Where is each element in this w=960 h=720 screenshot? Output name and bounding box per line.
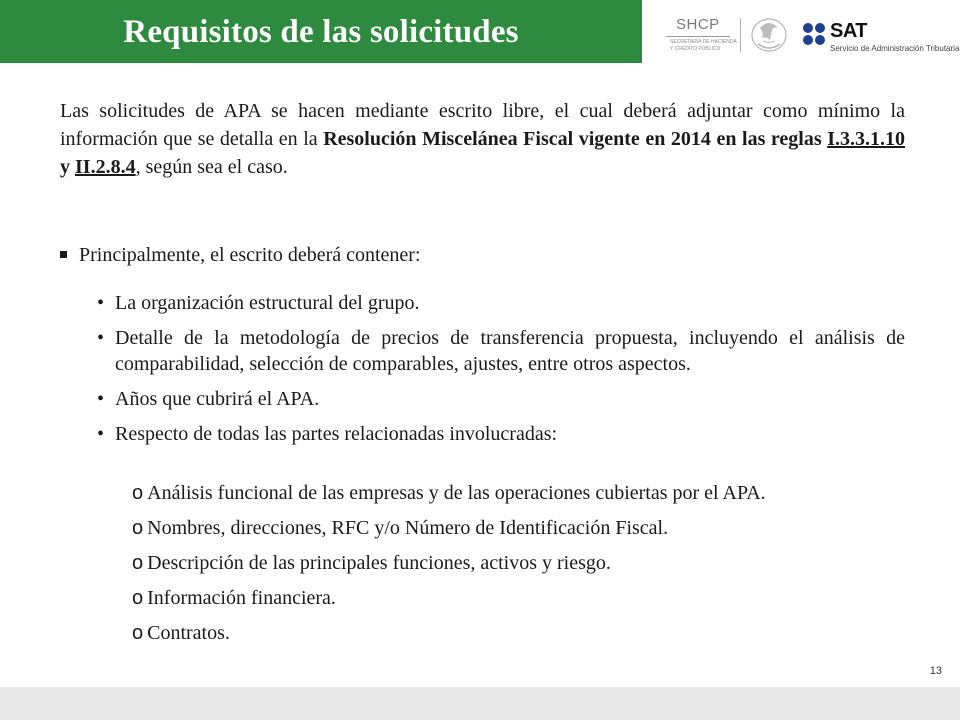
sub-list-item — [132, 620, 922, 646]
mexico-coat-of-arms-icon — [748, 14, 790, 54]
sat-dots-icon — [802, 22, 828, 46]
circle-bullet-icon: o — [132, 482, 144, 504]
page-number: 13 — [929, 665, 942, 677]
circle-bullet-icon: o — [132, 622, 144, 644]
main-point — [60, 241, 421, 269]
intro-text-start: Las solicitudes de APA se hacen mediante escrito libre, el cual deberá adjuntar como mínimo la información que se detalla en la — [60, 100, 905, 150]
list-item — [95, 290, 905, 316]
circle-bullet-icon: o — [132, 517, 144, 539]
intro-bold-connector: y — [60, 156, 75, 178]
main-point-text: Principalmente, el escrito deberá contener: — [79, 244, 421, 266]
logo-area — [660, 12, 960, 56]
sub-list-item — [132, 550, 922, 576]
footer-bar — [0, 687, 960, 720]
shcp-logo-rule — [666, 36, 730, 37]
intro-paragraph — [60, 97, 905, 181]
list-item-text: Años que cubrirá el APA. — [115, 388, 320, 410]
shcp-logo-line1: SECRETARÍA DE HACIENDA — [670, 39, 737, 45]
intro-bold-resolution: Resolución Miscelánea Fiscal vigente en 2014 en las reglas — [323, 128, 828, 150]
title-bar — [0, 0, 642, 63]
slide-title: Requisitos de las solicitudes — [123, 14, 519, 50]
list-item-text: Respecto de todas las partes relacionadas involucradas: — [115, 423, 558, 445]
sat-logo-subtitle: Servicio de Administración Tributaria — [830, 44, 960, 53]
sub-list-item-text: Contratos. — [147, 622, 230, 644]
sub-list-item-text: Nombres, direcciones, RFC y/o Número de Identificación Fiscal. — [147, 517, 669, 539]
shcp-logo-line2: Y CRÉDITO PÚBLICO — [670, 46, 721, 52]
shcp-logo — [666, 16, 737, 56]
bullet-list — [95, 290, 905, 456]
sub-list-item-text: Análisis funcional de las empresas y de las operaciones cubiertas por el APA. — [147, 482, 766, 504]
sat-logo — [800, 18, 960, 54]
rule-link-1[interactable]: I.3.3.1.10 — [827, 128, 905, 150]
circle-bullet-icon: o — [132, 587, 144, 609]
sat-logo-name: SAT — [830, 20, 868, 42]
sub-list-item — [132, 585, 922, 611]
sub-list-item — [132, 480, 922, 506]
list-item — [95, 386, 905, 412]
logo-divider — [740, 18, 741, 52]
list-item — [95, 325, 905, 377]
rule-link-2[interactable]: II.2.8.4 — [75, 156, 136, 178]
list-item-text: Detalle de la metodología de precios de transferencia propuesta, incluyendo el análisis de comparabilidad, selección de comparables, ajustes, entre otros aspectos. — [115, 327, 905, 375]
sub-bullet-list — [132, 480, 922, 655]
bullet-dot-icon: • — [97, 388, 105, 410]
sub-list-item-text: Información financiera. — [147, 587, 336, 609]
list-item-text: La organización estructural del grupo. — [115, 292, 420, 314]
circle-bullet-icon: o — [132, 552, 144, 574]
shcp-logo-name: SHCP — [676, 16, 720, 33]
bullet-dot-icon: • — [97, 327, 105, 349]
square-bullet-icon — [60, 251, 67, 258]
bullet-dot-icon: • — [97, 423, 105, 445]
sub-list-item-text: Descripción de las principales funciones, activos y riesgo. — [147, 552, 611, 574]
intro-text-end: , según sea el caso. — [135, 156, 288, 178]
sub-list-item — [132, 515, 922, 541]
bullet-dot-icon: • — [97, 292, 105, 314]
list-item — [95, 421, 905, 447]
